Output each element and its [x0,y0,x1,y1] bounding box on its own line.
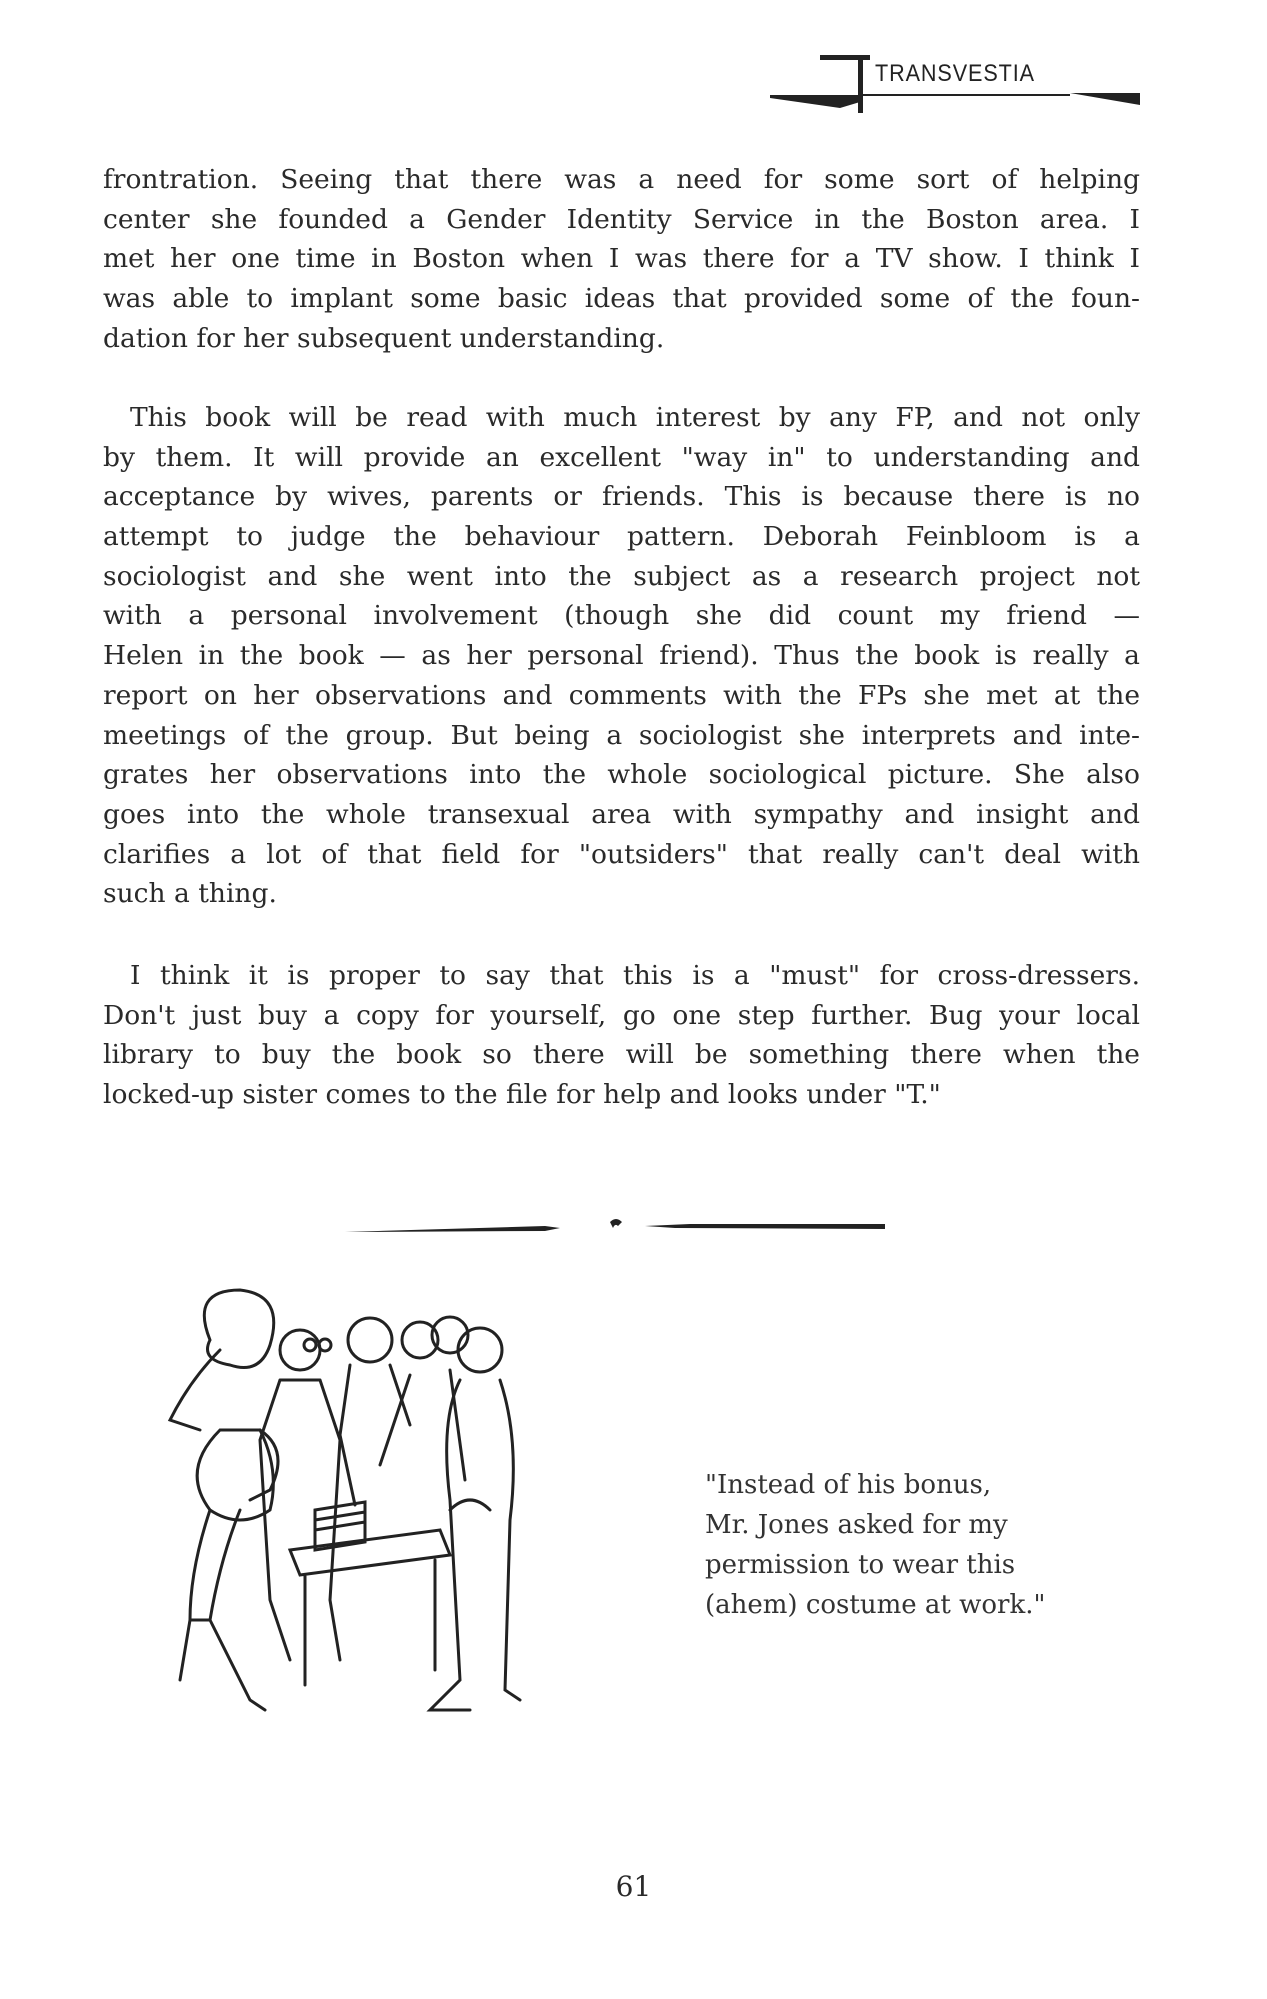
caption-line: Mr. Jones asked for my [705,1510,1008,1540]
text-line: locked-up sister comes to the file for help and looks under "T." [103,1079,941,1111]
caption-line: "Instead of his bonus, [705,1470,992,1500]
caption-line: (ahem) costume at work." [705,1590,1046,1620]
page-number: 61 [615,1870,652,1903]
text-line: Helen in the book — as her personal friend). Thus the book is really a [103,640,1140,672]
text-line: center she founded a Gender Identity Service in the Boston area. I [103,203,1140,235]
cartoon-illustration [150,1280,620,1820]
text-line: This book will be read with much interest by any FP, and not only [130,402,1140,433]
text-line: meetings of the group. But being a sociologist she interprets and inte- [103,719,1140,751]
text-line: library to buy the book so there will be something there when the [103,1039,1140,1071]
masthead-logo [770,50,1140,120]
text-line: was able to implant some basic ideas that provided some of the foun- [103,283,1140,315]
text-line: met her one time in Boston when I was there for a TV show. I think I [103,243,1140,275]
text-line: Don't just buy a copy for yourself, go one step further. Bug your local [103,999,1140,1031]
text-line: such a thing. [103,878,277,910]
text-line: I think it is proper to say that this is a "must" for cross-dressers. [130,960,1140,991]
text-line: sociologist and she went into the subject as a research project not [103,560,1140,592]
text-line: dation for her subsequent understanding. [103,322,665,354]
publication-title: TRANSVESTIA [875,60,1035,87]
text-line: with a personal involvement (though she did count my friend — [103,600,1140,632]
text-line: by them. It will provide an excellent "way in" to understanding and [103,441,1140,473]
text-line: goes into the whole transexual area with sympathy and insight and [103,798,1140,830]
paragraph-1 [103,160,1140,358]
section-divider-ornament [345,1210,885,1240]
text-line: grates her observations into the whole sociological picture. She also [103,759,1140,791]
text-line: acceptance by wives, parents or friends. This is because there is no [103,481,1140,513]
paragraph-2 [103,398,1140,914]
cartoon-caption [705,1465,1045,1625]
text-line: attempt to judge the behaviour pattern. Deborah Feinbloom is a [103,521,1140,553]
text-line: frontration. Seeing that there was a need for some sort of helping [103,164,1140,195]
paragraph-3 [103,956,1140,1115]
caption-line: permission to wear this [705,1550,1016,1580]
text-line: report on her observations and comments with the FPs she met at the [103,679,1140,711]
text-line: clarifies a lot of that field for "outsiders" that really can't deal with [103,838,1140,870]
